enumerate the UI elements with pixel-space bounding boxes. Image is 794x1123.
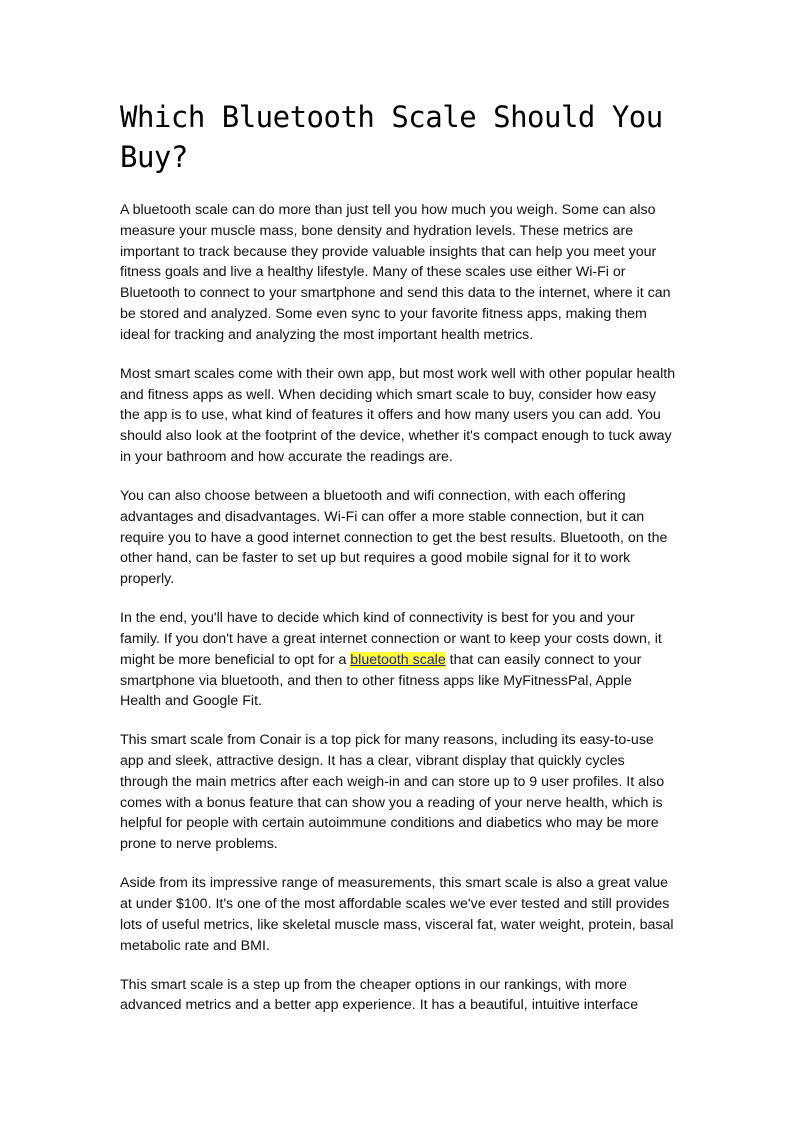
page-title: Which Bluetooth Scale Should You Buy? [120, 100, 663, 174]
bluetooth-scale-link[interactable]: bluetooth scale [350, 651, 446, 668]
paragraph-7: This smart scale is a step up from the cheaper options in our rankings, with more advanced metrics and a better app experience. It has a beautiful, intuitive interface [120, 976, 639, 1014]
paragraph-6: Aside from its impressive range of measurements, this smart scale is also a great value at under $100. It's one of the most affordable scales we've ever tested and still provides lots of useful metrics, like skeletal muscle mass, visceral fat, water weight, protein, basal metabolic rate and BMI. [120, 875, 674, 954]
paragraph-1: A bluetooth scale can do more than just tell you how much you weigh. Some can also measure your muscle mass, bone density and hydration levels. These metrics are important to track because they provide valuable insights that can help you meet your fitness goals and live a healthy lifestyle. Many of these scales use either Wi-Fi or Bluetooth to connect to your smartphone and send this data to the internet, where it can be stored and analyzed. Some even sync to your favorite fitness apps, making them ideal for tracking and analyzing the most important health metrics. [120, 202, 671, 343]
paragraph-3: You can also choose between a bluetooth and wifi connection, with each offering advantages and disadvantages. Wi-Fi can offer a more stable connection, but it can require you to have a good internet connection to get the best results. Bluetooth, on the other hand, can be faster to set up but requires a good mobile signal for it to work properly. [120, 487, 668, 588]
paragraph-4-text-after: that can easily connect to your smartphone via bluetooth, and then to other fitness apps like MyFitnessPal, Apple Health and Google Fit. [120, 651, 642, 710]
paragraph-2: Most smart scales come with their own app, but most work well with other popular health and fitness apps as well. When deciding which smart scale to buy, consider how easy the app is to use, what kind of features it offers and how many users you can add. You should also look at the footprint of the device, whether it's compact enough to tuck away in your bathroom and how accurate the readings are. [120, 365, 676, 465]
paragraph-4 [120, 608, 676, 712]
paragraph-4-text-before: In the end, you'll have to decide which kind of connectivity is best for you and your family. If you don't have a great internet connection or want to keep your costs down, it might be more beneficial to opt for a [120, 610, 662, 668]
paragraph-5: This smart scale from Conair is a top pick for many reasons, including its easy-to-use app and sleek, attractive design. It has a clear, vibrant display that quickly cycles through the main metrics after each weigh-in and can store up to 9 user profiles. It also comes with a bonus feature that can show you a reading of your nerve health, which is helpful for people with certain autoimmune conditions and diabetics who may be more prone to nerve problems. [120, 732, 665, 853]
article-body [120, 200, 676, 1034]
